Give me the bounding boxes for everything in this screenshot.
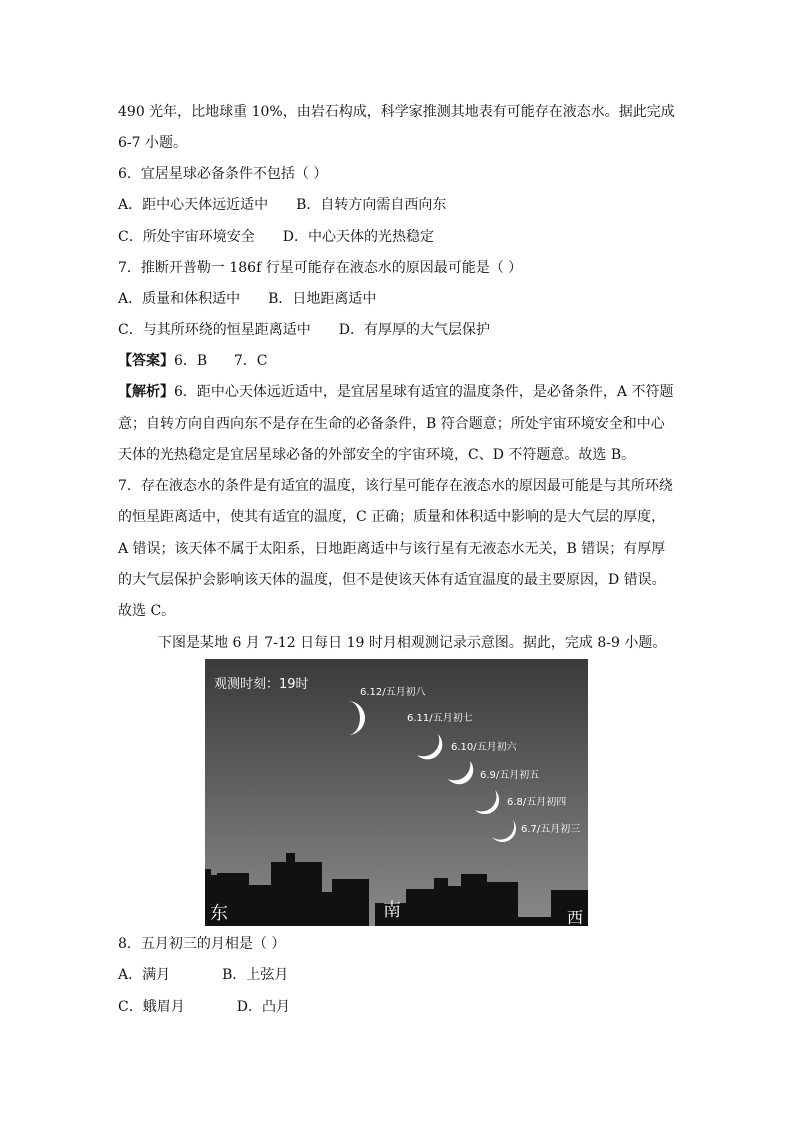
q6-options-cd <box>118 228 434 246</box>
q8-stem: 8．五月初三的月相是（ ） <box>118 936 286 952</box>
moon-6-7-label: 6.7/五月初三 <box>521 824 581 835</box>
q6-options-ab <box>118 196 446 214</box>
q8-options-cd <box>118 998 290 1016</box>
q7-stem: 7．推断开普勒一 186f 行星可能存在液态水的原因最可能是（ ） <box>118 260 523 276</box>
q7-options-cd <box>118 321 490 339</box>
intro-line-1: 490 光年，比地球重 10%，由岩石构成，科学家推测其地表有可能存在液态水。据此完成 <box>118 104 675 120</box>
q6-option-b: B．自转方向需自西向东 <box>296 197 447 213</box>
moon-6-11-label: 6.11/五月初七 <box>407 713 473 724</box>
q8-option-b: B．上弦月 <box>222 967 289 983</box>
answer-label: 【答案】 <box>118 353 174 369</box>
analysis-label: 【解析】 <box>118 384 174 400</box>
analysis-text-1: 6．距中心天体远近适中，是宜居星球有适宜的温度条件，是必备条件，A 不符题 <box>174 384 674 400</box>
east-label: 东 <box>210 903 228 924</box>
q7-option-d: D．有厚厚的大气层保护 <box>338 322 490 338</box>
moon-6-9-label: 6.9/五月初五 <box>480 770 540 781</box>
moon-phase-figure <box>205 659 588 926</box>
moon-6-10-label: 6.10/五月初六 <box>451 742 517 753</box>
q6-option-c: C．所处宇宙环境安全 <box>118 229 255 245</box>
q6-stem: 6．宜居星球必备条件不包括（ ） <box>118 166 328 182</box>
analysis-line-4: 7．存在液态水的条件是有适宜的温度，该行星可能存在液态水的原因最可能是与其所环绕 <box>118 478 673 494</box>
figure-intro: 下图是某地 6 月 7-12 日每日 19 时月相观测记录示意图。据此，完成 8-9 小题。 <box>158 635 667 651</box>
answer-text: 6．B 7．C <box>174 353 268 369</box>
analysis-line-7: 的大气层保护会影响该天体的温度，但不是使该天体有适宜温度的最主要原因，D 错误。 <box>118 572 666 588</box>
q6-option-d: D．中心天体的光热稳定 <box>282 229 434 245</box>
q8-options-ab <box>118 966 288 984</box>
q7-option-c: C．与其所环绕的恒星距离适中 <box>118 322 311 338</box>
west-label: 西 <box>567 908 584 926</box>
analysis-line-5: 的恒星距离适中，使其有适宜的温度，C 正确；质量和体积适中影响的是大气层的厚度， <box>118 509 666 525</box>
q7-option-b: B．日地距离适中 <box>268 291 377 307</box>
q8-option-c: C．蛾眉月 <box>118 999 185 1015</box>
analysis-line-8: 故选 C。 <box>118 603 176 619</box>
analysis-line-6: A 错误；该天体不属于太阳系，日地距离适中与该行星有无液态水无关，B 错误；有厚厚 <box>118 541 666 557</box>
q8-option-a: A．满月 <box>118 967 171 983</box>
answer-line <box>118 352 268 370</box>
moon-6-8-label: 6.8/五月初四 <box>507 797 567 808</box>
intro-line-2: 6-7 小题。 <box>118 135 187 151</box>
moon-6-12-label: 6.12/五月初八 <box>360 687 426 698</box>
south-label: 南 <box>383 900 401 921</box>
analysis-line-2: 意；自转方向自西向东不是存在生命的必备条件，B 符合题意；所处宇宙环境安全和中心 <box>118 416 665 432</box>
q7-options-ab <box>118 290 376 308</box>
analysis-line-3: 天体的光热稳定是宜居星球必备的外部安全的宇宙环境，C、D 不符题意。故选 B。 <box>118 447 636 463</box>
q7-option-a: A．质量和体积适中 <box>118 291 241 307</box>
time-label: 观测时刻：19时 <box>214 677 309 692</box>
analysis-line-1 <box>118 383 673 401</box>
q6-option-a: A．距中心天体远近适中 <box>118 197 269 213</box>
q8-option-d: D．凸月 <box>236 999 290 1015</box>
